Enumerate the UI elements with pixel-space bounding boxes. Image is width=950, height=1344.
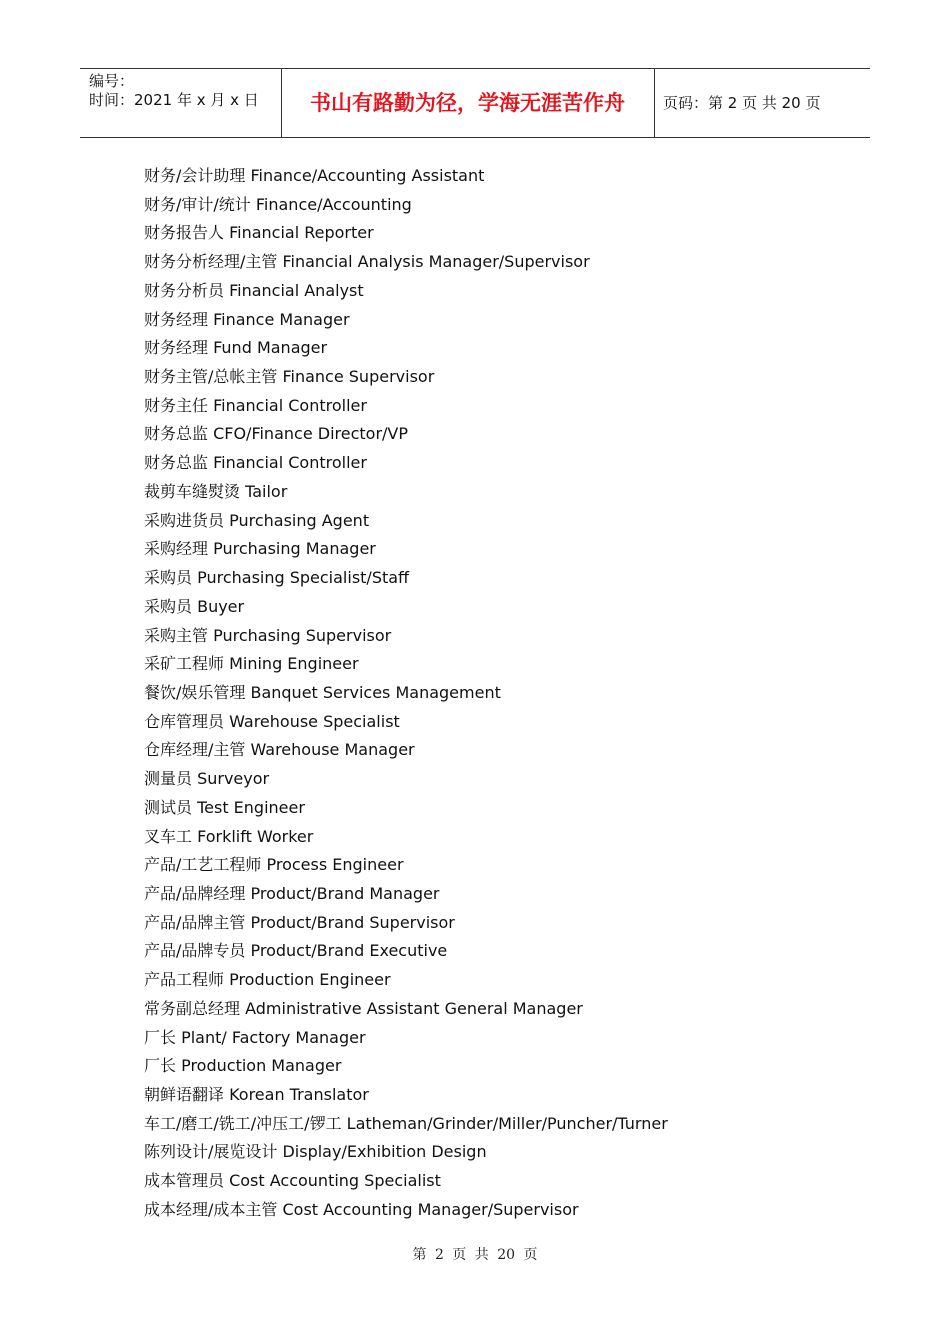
header-meta-cell: [80, 69, 282, 137]
list-item: 餐饮/娱乐管理 Banquet Services Management: [144, 682, 501, 702]
list-item: 采购主管 Purchasing Supervisor: [144, 625, 392, 645]
list-item: 采购员 Purchasing Specialist/Staff: [144, 568, 410, 588]
list-item: 常务副总经理 Administrative Assistant General Manager: [144, 998, 583, 1018]
list-item: 采购员 Buyer: [144, 596, 245, 616]
list-item: 产品/工艺工程师 Process Engineer: [144, 855, 404, 875]
list-item: 财务报告人 Financial Reporter: [144, 223, 374, 243]
motto-text: 书山有路勤为径，学海无涯苦作舟: [310, 91, 625, 115]
list-item: 厂长 Production Manager: [144, 1056, 342, 1076]
list-item: 测试员 Test Engineer: [144, 797, 305, 817]
list-item: 财务/审计/统计 Finance/Accounting: [144, 194, 412, 214]
list-item: 财务/会计助理 Finance/Accounting Assistant: [144, 166, 485, 185]
list-item: 财务总监 Financial Controller: [144, 453, 367, 473]
number-label: 编号：: [89, 72, 135, 90]
list-item: 成本经理/成本主管 Cost Accounting Manager/Supervisor: [144, 1199, 579, 1219]
header-page-cell: [655, 69, 870, 137]
list-item: 产品/品牌经理 Product/Brand Manager: [144, 883, 440, 903]
list-item: 财务经理 Fund Manager: [144, 338, 328, 358]
list-item: 裁剪车缝熨烫 Tailor: [144, 481, 288, 501]
list-item: 采购进货员 Purchasing Agent: [144, 510, 370, 530]
list-item: 采矿工程师 Mining Engineer: [144, 654, 359, 674]
list-item: 产品工程师 Production Engineer: [144, 970, 391, 990]
list-item: 财务主任 Financial Controller: [144, 395, 367, 415]
list-item: 厂长 Plant/ Factory Manager: [144, 1027, 366, 1047]
list-item: 产品/品牌专员 Product/Brand Executive: [144, 941, 448, 961]
page-footer: 第 2 页 共 20 页: [412, 1247, 538, 1263]
list-item: 仓库管理员 Warehouse Specialist: [144, 711, 400, 731]
list-item: 财务总监 CFO/Finance Director/VP: [144, 424, 409, 444]
page-header: [80, 68, 870, 138]
page-info: 页码：第 2 页 共 20 页: [663, 94, 821, 112]
list-item: 仓库经理/主管 Warehouse Manager: [144, 740, 415, 760]
header-motto-cell: [281, 69, 655, 137]
list-item: 叉车工 Forklift Worker: [144, 826, 314, 846]
list-item: 陈列设计/展览设计 Display/Exhibition Design: [144, 1142, 487, 1162]
list-item: 财务主管/总帐主管 Finance Supervisor: [144, 367, 435, 387]
list-item: 车工/磨工/铣工/冲压工/锣工 Latheman/Grinder/Miller/Puncher/Turner: [144, 1113, 668, 1133]
list-item: 朝鲜语翻译 Korean Translator: [144, 1085, 369, 1104]
list-item: 采购经理 Purchasing Manager: [144, 539, 376, 559]
job-title-list: [144, 162, 668, 1225]
list-item: 成本管理员 Cost Accounting Specialist: [144, 1171, 441, 1191]
list-item: 财务分析经理/主管 Financial Analysis Manager/Supervisor: [144, 252, 590, 272]
list-item: 财务分析员 Financial Analyst: [144, 280, 364, 300]
date-label: 时间：2021 年 x 月 x 日: [89, 91, 259, 109]
list-item: 测量员 Surveyor: [144, 769, 270, 789]
list-item: 产品/品牌主管 Product/Brand Supervisor: [144, 912, 455, 932]
list-item: 财务经理 Finance Manager: [144, 309, 350, 329]
